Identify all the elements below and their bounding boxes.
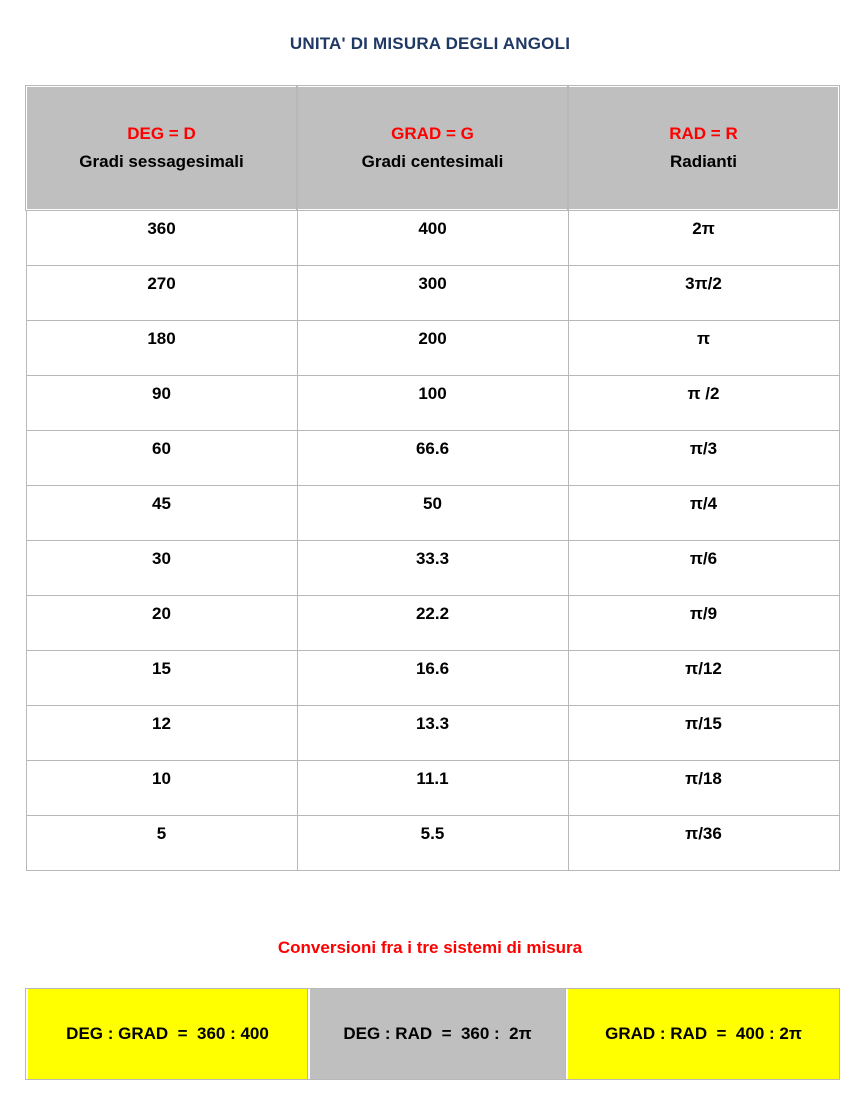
- table-row: [26, 375, 839, 430]
- cell-deg: 30: [26, 540, 297, 595]
- table-row: [26, 595, 839, 650]
- cell-rad: π/9: [568, 595, 839, 650]
- cell-grad: 66.6: [297, 430, 568, 485]
- cell-deg: 20: [26, 595, 297, 650]
- table-row: [26, 430, 839, 485]
- cell-rad: π/18: [568, 760, 839, 815]
- cell-rad: π/15: [568, 705, 839, 760]
- cell-deg: 90: [26, 375, 297, 430]
- cell-grad: 33.3: [297, 540, 568, 595]
- table-row: [26, 485, 839, 540]
- header-name: Radianti: [669, 152, 738, 171]
- cell-deg: 45: [26, 485, 297, 540]
- conversion-deg-rad: DEG : RAD = 360 : 2π: [308, 989, 566, 1079]
- table-row: [26, 650, 839, 705]
- cell-grad: 5.5: [297, 815, 568, 870]
- table-row: [26, 210, 839, 265]
- conversions-row: [25, 988, 840, 1080]
- cell-rad: 2π: [568, 210, 839, 265]
- angle-units-table: [25, 85, 840, 871]
- table-row: [26, 705, 839, 760]
- header-unit: RAD = R: [669, 124, 738, 143]
- cell-deg: 5: [26, 815, 297, 870]
- header-deg: [26, 86, 297, 210]
- cell-grad: 200: [297, 320, 568, 375]
- cell-rad: π/36: [568, 815, 839, 870]
- cell-deg: 360: [26, 210, 297, 265]
- header-name: Gradi sessagesimali: [79, 152, 244, 171]
- cell-deg: 60: [26, 430, 297, 485]
- header-unit: DEG = D: [127, 124, 196, 143]
- cell-grad: 22.2: [297, 595, 568, 650]
- table-row: [26, 540, 839, 595]
- cell-grad: 50: [297, 485, 568, 540]
- cell-grad: 100: [297, 375, 568, 430]
- cell-grad: 400: [297, 210, 568, 265]
- cell-rad: π/6: [568, 540, 839, 595]
- table-row: [26, 320, 839, 375]
- cell-grad: 11.1: [297, 760, 568, 815]
- header-grad: [297, 86, 568, 210]
- cell-deg: 10: [26, 760, 297, 815]
- table-row: [26, 265, 839, 320]
- header-unit: GRAD = G: [391, 124, 474, 143]
- table-body: [26, 210, 839, 870]
- page-title: UNITA' DI MISURA DEGLI ANGOLI: [289, 34, 571, 53]
- cell-rad: 3π/2: [568, 265, 839, 320]
- cell-grad: 300: [297, 265, 568, 320]
- table-row: [26, 815, 839, 870]
- cell-rad: π/3: [568, 430, 839, 485]
- conversion-deg-grad: DEG : GRAD = 360 : 400: [26, 989, 308, 1079]
- conversion-grad-rad: GRAD : RAD = 400 : 2π: [566, 989, 839, 1079]
- cell-deg: 15: [26, 650, 297, 705]
- cell-deg: 270: [26, 265, 297, 320]
- conversions-title: Conversioni fra i tre sistemi di misura: [277, 938, 583, 957]
- cell-grad: 16.6: [297, 650, 568, 705]
- cell-rad: π: [568, 320, 839, 375]
- table-row: [26, 760, 839, 815]
- header-name: Gradi centesimali: [361, 152, 504, 171]
- table-header-row: [26, 86, 839, 210]
- cell-rad: π/4: [568, 485, 839, 540]
- header-rad: [568, 86, 839, 210]
- cell-rad: π/12: [568, 650, 839, 705]
- cell-rad: π /2: [568, 375, 839, 430]
- cell-deg: 12: [26, 705, 297, 760]
- cell-deg: 180: [26, 320, 297, 375]
- cell-grad: 13.3: [297, 705, 568, 760]
